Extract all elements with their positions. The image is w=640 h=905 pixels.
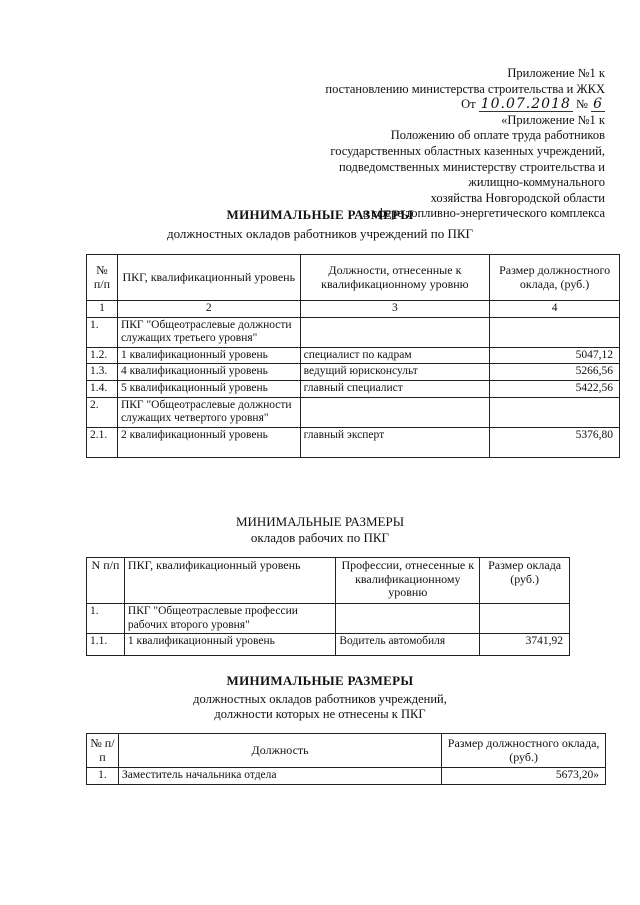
header-line: государственных областных казенных учреждений, [330, 143, 605, 158]
header-line: Приложение №1 к [507, 66, 605, 80]
col-header-salary: Размер должностного оклада, (руб.) [442, 734, 606, 768]
table-row [87, 347, 620, 364]
table-row [87, 380, 620, 397]
col-header-pkg: ПКГ, квалификационный уровень [117, 255, 300, 301]
cell-profession: Водитель автомобиля [336, 634, 480, 656]
col-header-positions: Должности, отнесенные к квалификационному уровню [300, 255, 490, 301]
col-number: 4 [490, 301, 620, 318]
cell-salary: 5047,12 [490, 347, 620, 364]
table-row [87, 634, 570, 656]
date-prefix: От [461, 97, 476, 112]
cell-number: 2.1. [87, 427, 118, 457]
col-header-number: № п/п [87, 255, 118, 301]
col-header-salary: Размер оклада (руб.) [480, 558, 570, 604]
salary-table-non-pkg [86, 733, 606, 785]
header-line: жилищно-коммунального [468, 175, 605, 190]
col-header-pkg: ПКГ, квалификационный уровень [124, 558, 335, 604]
table-row [87, 397, 620, 427]
section3-title: МИНИМАЛЬНЫЕ РАЗМЕРЫ [226, 673, 414, 688]
cell-salary [480, 604, 570, 634]
cell-salary [490, 397, 620, 427]
cell-pkg: 2 квалификационный уровень [117, 427, 300, 457]
cell-profession [336, 604, 480, 634]
cell-number: 1.2. [87, 347, 118, 364]
col-number: 3 [300, 301, 490, 318]
header-line: в сфере топливно-энергетического комплекса [362, 206, 605, 221]
section3-subtitle-line2: должности которых не отнесены к ПКГ [214, 707, 426, 721]
header-date-line [325, 97, 605, 113]
cell-salary: 5266,56 [490, 364, 620, 381]
col-number: 1 [87, 301, 118, 318]
appendix-header [325, 66, 605, 222]
col-header-salary: Размер должностного оклада, (руб.) [490, 255, 620, 301]
cell-number: 1.3. [87, 364, 118, 381]
section3-subtitle-line1: должностных окладов работников учреждений, [193, 692, 447, 706]
col-header-number: № п/п [87, 734, 119, 768]
handwritten-number: 6 [593, 96, 603, 113]
cell-position: главный специалист [300, 380, 490, 397]
handwritten-date: 10.07.2018 [480, 96, 571, 113]
table-row [87, 427, 620, 457]
table-row [87, 768, 606, 785]
cell-pkg: 1 квалификационный уровень [117, 347, 300, 364]
cell-number: 1. [87, 604, 125, 634]
cell-salary [490, 317, 620, 347]
cell-salary: 5422,56 [490, 380, 620, 397]
col-number: 2 [117, 301, 300, 318]
col-header-position: Должность [118, 734, 441, 768]
cell-salary: 3741,92 [480, 634, 570, 656]
cell-position [300, 397, 490, 427]
table-row [87, 364, 620, 381]
cell-pkg: ПКГ "Общеотраслевые профессии рабочих второго уровня" [124, 604, 335, 634]
cell-number: 1. [87, 317, 118, 347]
header-line: подведомственных министерству строительства и [338, 159, 605, 174]
cell-pkg: 5 квалификационный уровень [117, 380, 300, 397]
section1-subtitle: должностных окладов работников учреждений по ПКГ [166, 226, 474, 241]
salary-table-workers [86, 557, 570, 656]
cell-salary: 5376,80 [490, 427, 620, 457]
cell-number: 1. [87, 768, 119, 785]
cell-position: Заместитель начальника отдела [118, 768, 441, 785]
table-row [87, 317, 620, 347]
cell-position: специалист по кадрам [300, 347, 490, 364]
cell-number: 2. [87, 397, 118, 427]
section2-subtitle: окладов рабочих по ПКГ [250, 530, 390, 545]
cell-position: ведущий юрисконсульт [300, 364, 490, 381]
header-line: «Приложение №1 к [501, 112, 605, 127]
section1-title: МИНИМАЛЬНЫЕ РАЗМЕРЫ [226, 207, 414, 222]
cell-salary: 5673,20» [442, 768, 606, 785]
header-line: хозяйства Новгородской области [430, 190, 605, 205]
header-line: постановлению министерства строительства и ЖКХ [325, 81, 605, 96]
number-prefix: № [576, 97, 588, 112]
cell-number: 1.4. [87, 380, 118, 397]
section2-title: МИНИМАЛЬНЫЕ РАЗМЕРЫ [235, 514, 405, 529]
cell-pkg: ПКГ "Общеотраслевые должности служащих четвертого уровня" [117, 397, 300, 427]
cell-position: главный эксперт [300, 427, 490, 457]
cell-number: 1.1. [87, 634, 125, 656]
header-line: Положению об оплате труда работников [390, 128, 605, 143]
cell-pkg: 1 квалификационный уровень [124, 634, 335, 656]
salary-table-employees [86, 254, 620, 458]
col-header-number: N п/п [87, 558, 125, 604]
table-row [87, 604, 570, 634]
cell-pkg: 4 квалификационный уровень [117, 364, 300, 381]
cell-position [300, 317, 490, 347]
cell-pkg: ПКГ "Общеотраслевые должности служащих третьего уровня" [117, 317, 300, 347]
col-header-professions: Профессии, отнесенные к квалификационному уровню [336, 558, 480, 604]
